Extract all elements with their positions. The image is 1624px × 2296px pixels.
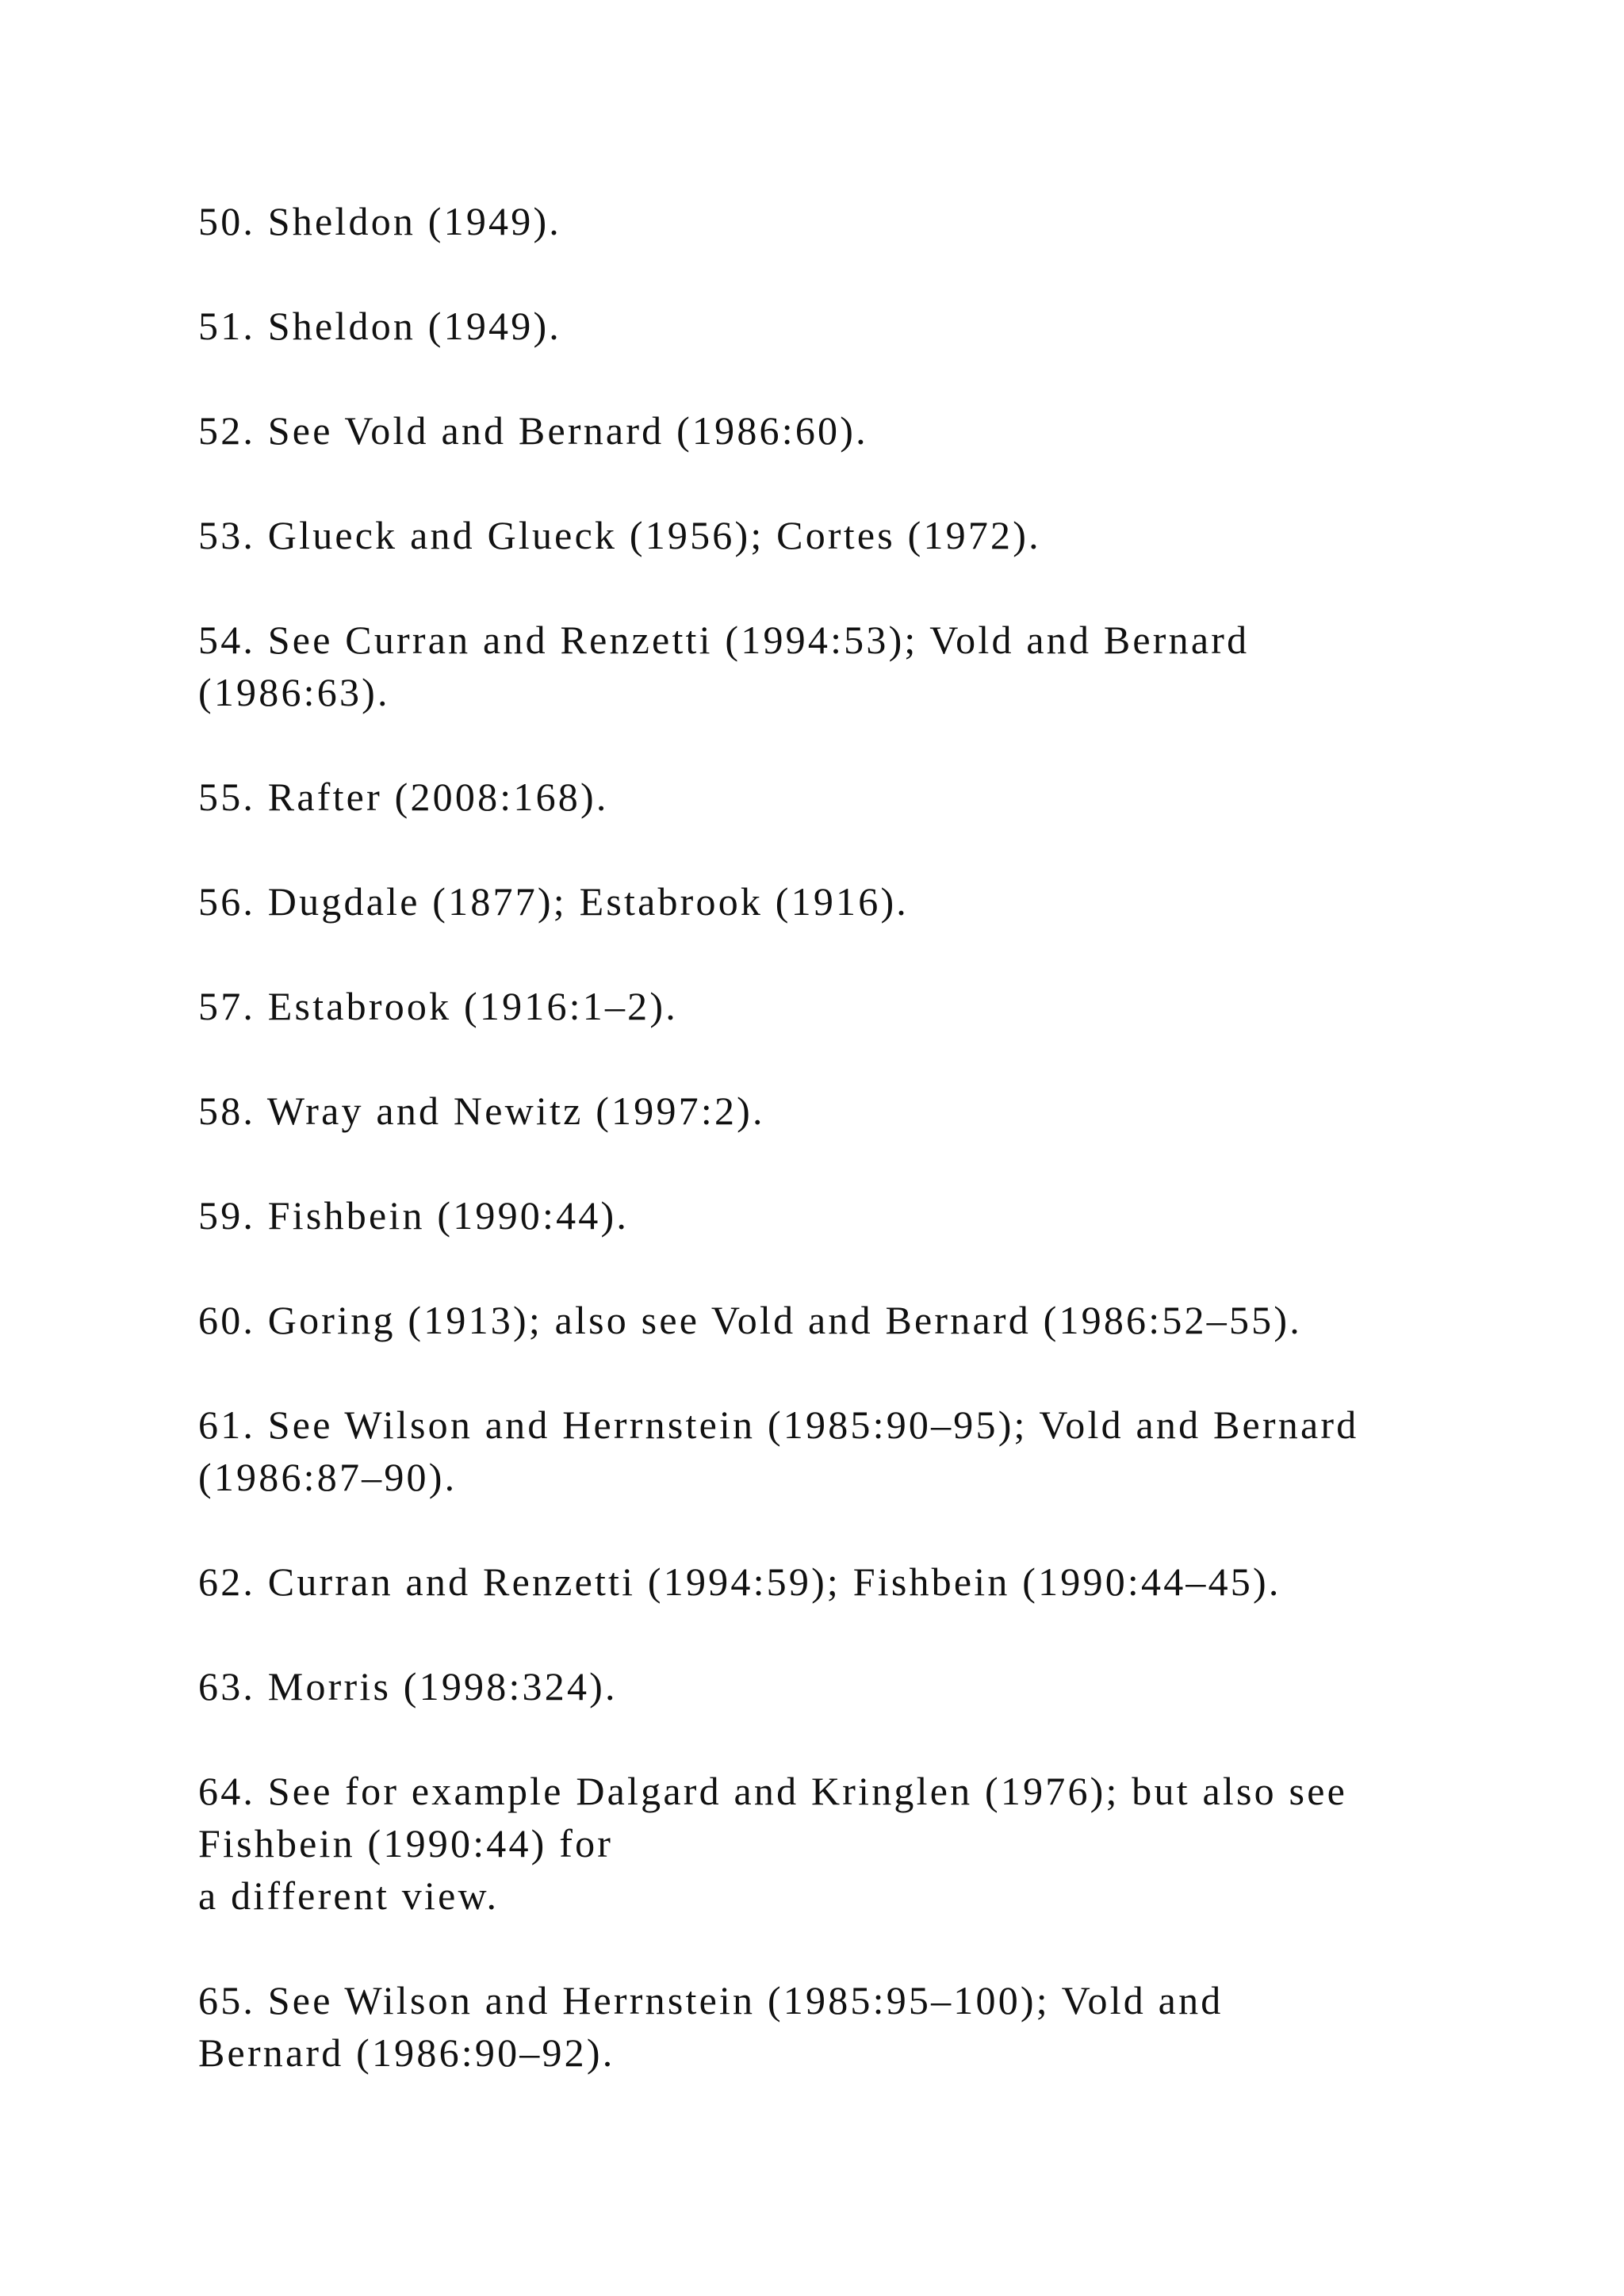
note-line: 58. Wray and Newitz (1997:2).	[198, 1089, 765, 1133]
note-line: 65. See Wilson and Herrnstein (1985:95–100); Vold and	[198, 1978, 1224, 2022]
notes-page	[198, 195, 1499, 2131]
note-61	[198, 1399, 1499, 1503]
note-line: 64. See for example Dalgard and Kringlen (1976); but also see	[198, 1769, 1347, 1813]
note-54	[198, 614, 1499, 718]
note-line: (1986:87–90).	[198, 1455, 458, 1499]
note-63	[198, 1660, 1499, 1712]
note-line: 50. Sheldon (1949).	[198, 199, 561, 243]
note-line: 60. Goring (1913); also see Vold and Bernard (1986:52–55).	[198, 1298, 1302, 1342]
note-line: 54. See Curran and Renzetti (1994:53); Vold and Bernard	[198, 618, 1250, 662]
note-line: (1986:63).	[198, 670, 390, 714]
note-62	[198, 1556, 1499, 1608]
note-58	[198, 1085, 1499, 1137]
note-line: 63. Morris (1998:324).	[198, 1664, 618, 1709]
note-line: Bernard (1986:90–92).	[198, 2030, 615, 2075]
note-59	[198, 1189, 1499, 1242]
note-51	[198, 300, 1499, 352]
note-line: 55. Rafter (2008:168).	[198, 775, 609, 819]
note-65	[198, 1974, 1499, 2079]
note-55	[198, 771, 1499, 823]
note-52	[198, 404, 1499, 457]
note-line: 57. Estabrook (1916:1–2).	[198, 984, 678, 1028]
note-line: a different view.	[198, 1873, 500, 1918]
note-line: 62. Curran and Renzetti (1994:59); Fishbein (1990:44–45).	[198, 1559, 1281, 1604]
note-line: 59. Fishbein (1990:44).	[198, 1193, 630, 1238]
note-50	[198, 195, 1499, 247]
note-line: 53. Glueck and Glueck (1956); Cortes (1972).	[198, 513, 1041, 557]
note-53	[198, 509, 1499, 561]
note-64	[198, 1765, 1499, 1922]
note-line: 61. See Wilson and Herrnstein (1985:90–95); Vold and Bernard	[198, 1402, 1359, 1447]
note-56	[198, 875, 1499, 928]
note-57	[198, 980, 1499, 1032]
note-line: 56. Dugdale (1877); Estabrook (1916).	[198, 879, 910, 924]
note-line: Fishbein (1990:44) for	[198, 1821, 614, 1866]
note-60	[198, 1294, 1499, 1346]
note-line: 52. See Vold and Bernard (1986:60).	[198, 408, 868, 453]
note-line: 51. Sheldon (1949).	[198, 304, 561, 348]
